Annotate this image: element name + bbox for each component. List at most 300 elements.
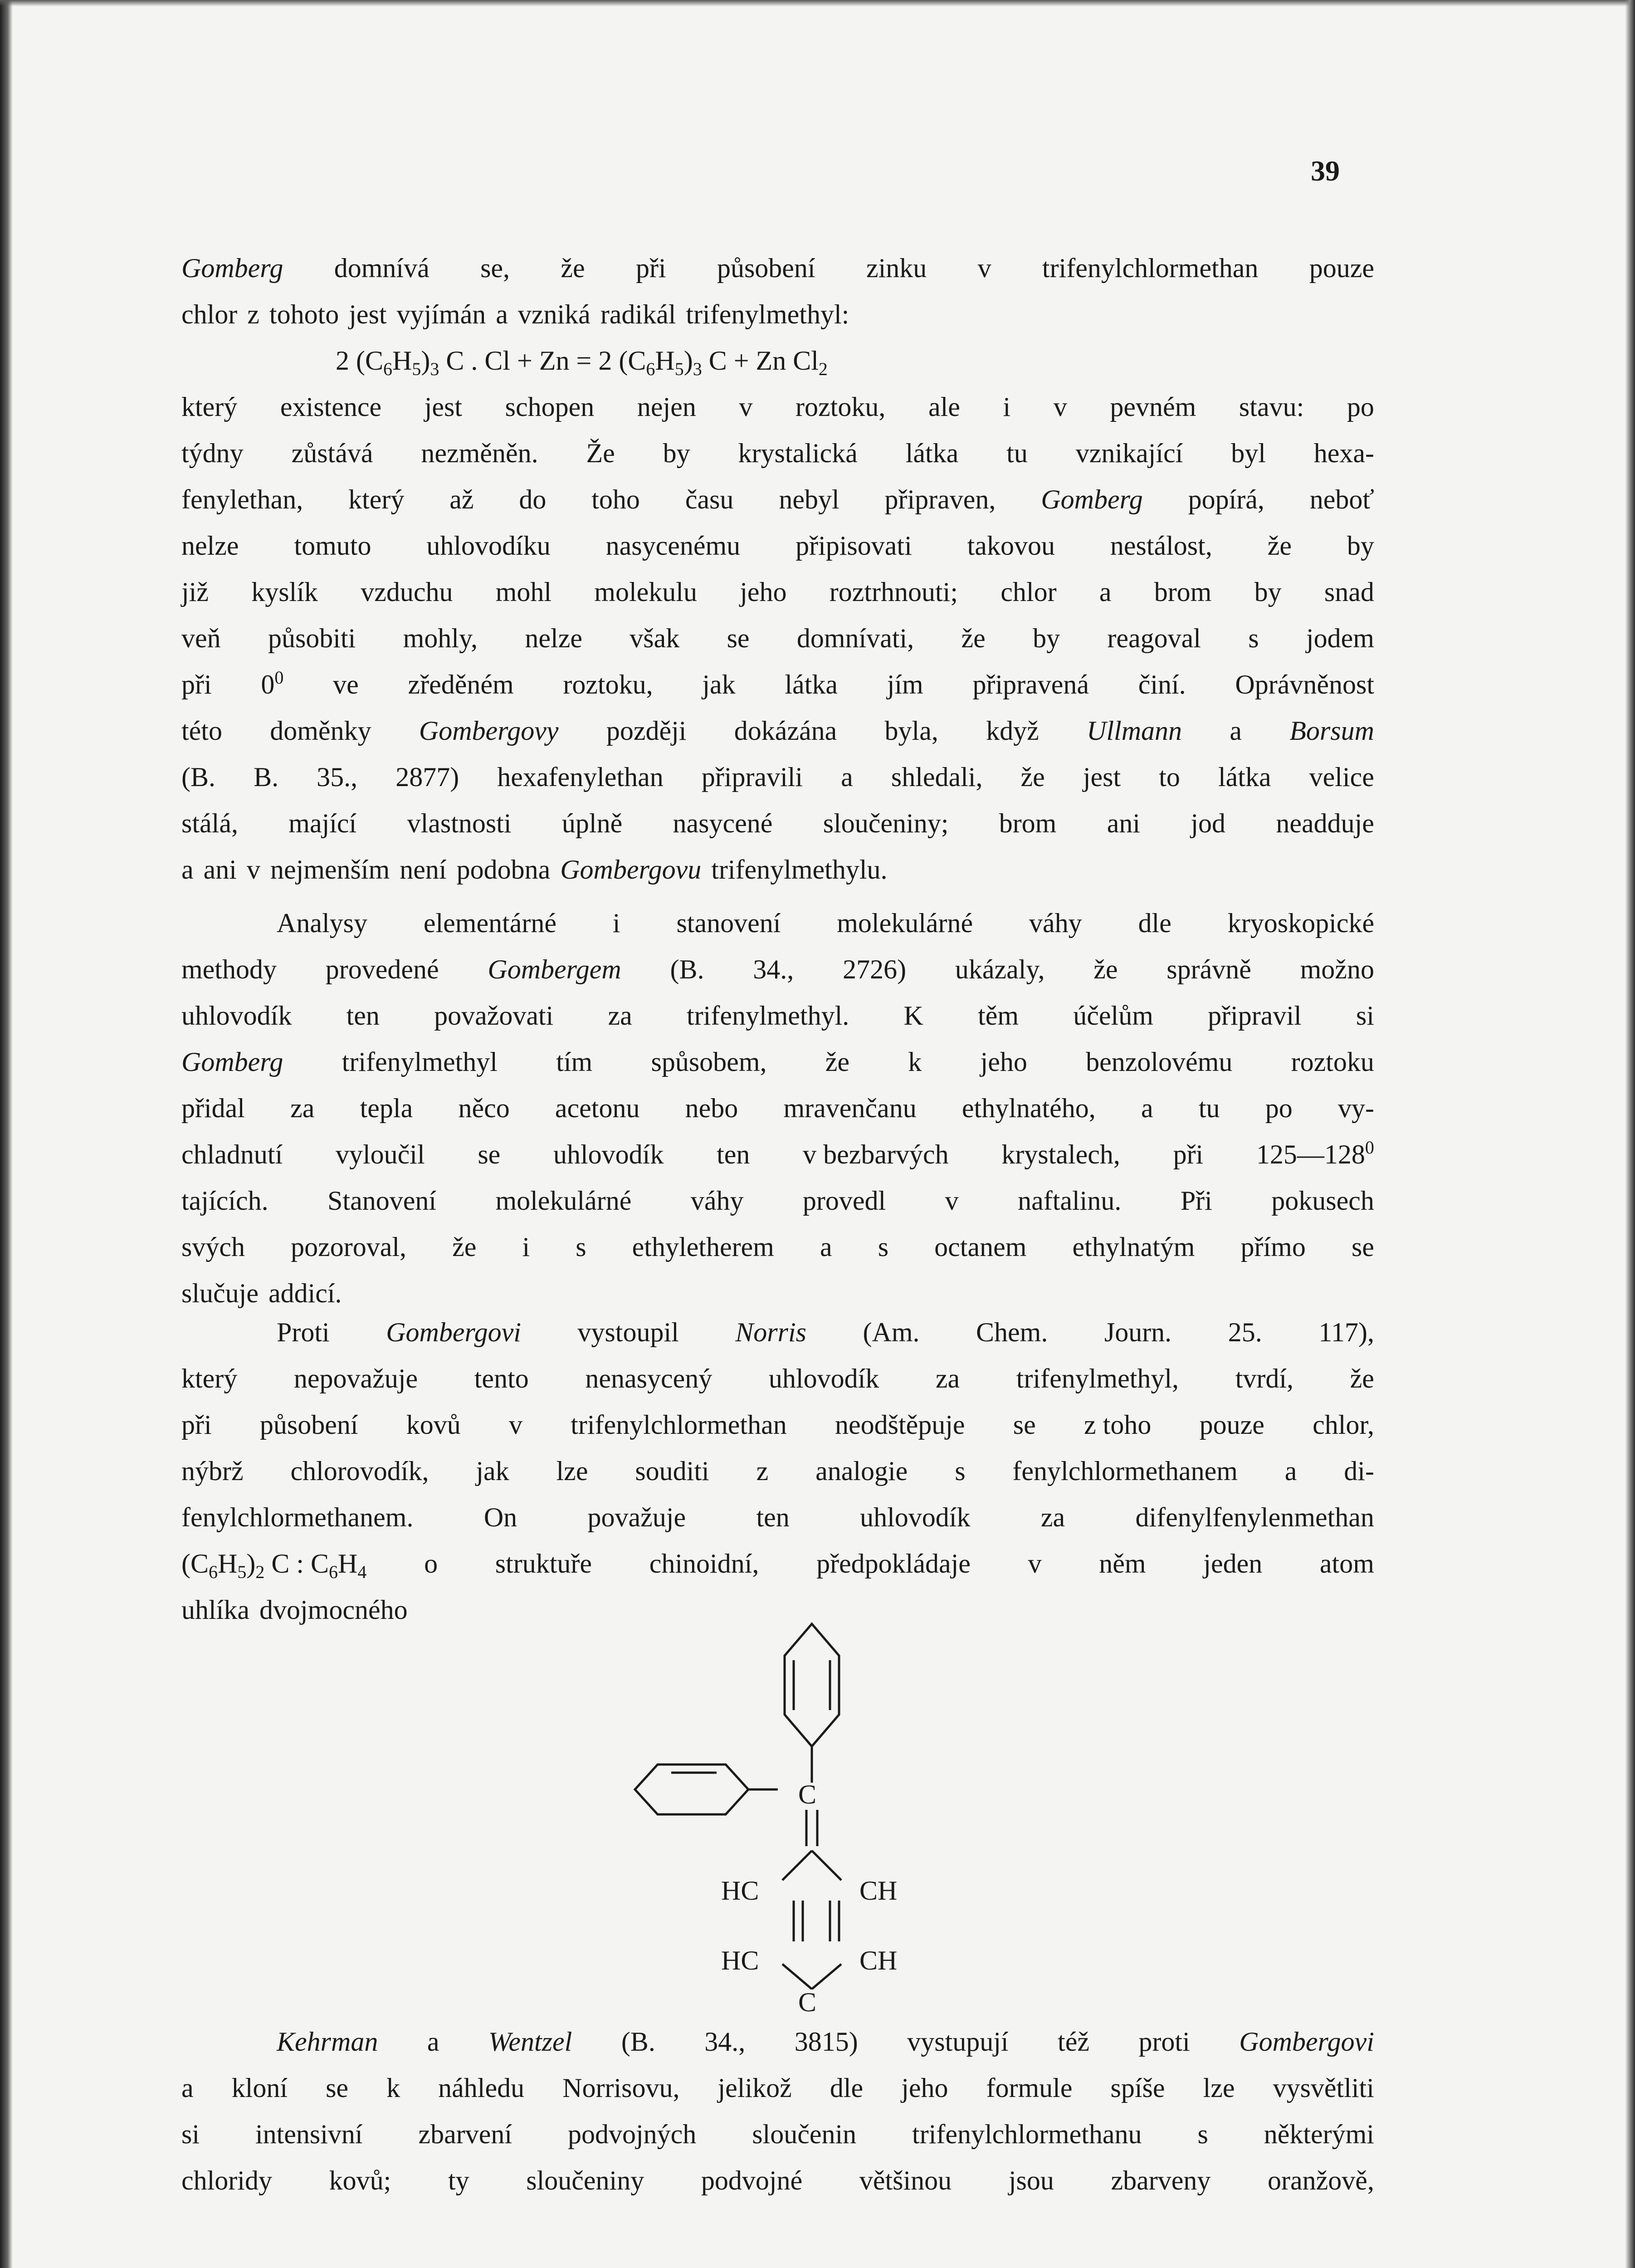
text-fragment: jeden (1203, 1549, 1263, 1579)
text-fragment: se (478, 1139, 501, 1169)
text-fragment: jeho (980, 1047, 1027, 1077)
text-fragment: po (1347, 392, 1374, 422)
text-fragment: i (1003, 392, 1011, 422)
text-fragment: k (908, 1047, 922, 1077)
text-fragment: nelze (181, 531, 239, 561)
text-fragment: jod (1191, 808, 1225, 838)
text-fragment: že (961, 623, 986, 653)
author-name: Gombergovu (560, 855, 702, 885)
text-fragment: chlor, (1313, 1410, 1374, 1440)
text-fragment: za (290, 1093, 315, 1123)
text-fragment: neodštěpuje (835, 1410, 965, 1440)
text-fragment: vysvětliti (1273, 2073, 1374, 2103)
text-fragment: 0 (261, 670, 275, 699)
word: jest (349, 299, 387, 329)
text-fragment: trifenylchlormethan (571, 1410, 787, 1440)
text-fragment: by (1347, 531, 1374, 561)
text-fragment: sloučeniny; (823, 808, 949, 838)
text-fragment: roztrhnouti; (829, 577, 958, 607)
text-fragment: jak (702, 670, 736, 699)
text-fragment: methody (181, 954, 277, 984)
page-edge-left (0, 0, 13, 2268)
text-fragment: Při (1180, 1186, 1212, 1216)
text-fragment: Journ. (1104, 1317, 1172, 1347)
text-fragment: jím (887, 670, 923, 699)
author-name: Norris (735, 1317, 807, 1347)
text-fragment: a (1284, 1456, 1297, 1486)
text-line (181, 708, 1374, 754)
text-fragment: ) (421, 346, 430, 376)
text-fragment: hexa- (1313, 438, 1374, 468)
text-fragment: uhlovodík (768, 1364, 879, 1393)
text-fragment: není (400, 855, 447, 885)
text-fragment: Že (586, 438, 615, 468)
text-fragment: H (338, 1549, 358, 1579)
author-name: Gomberg (181, 253, 283, 283)
text-line (181, 1402, 1374, 1448)
text-fragment: nebo (685, 1093, 738, 1123)
text-fragment: něco (458, 1093, 510, 1123)
text-fragment: ani (203, 855, 237, 885)
text-fragment: tu (1198, 1093, 1220, 1123)
text-fragment: kloní (231, 2073, 288, 2103)
text-fragment: Norrisovu, (562, 2073, 680, 2103)
text-fragment: úplně (561, 808, 623, 838)
text-fragment: 125—128 (1256, 1139, 1365, 1169)
text-fragment: H (392, 346, 412, 376)
text-fragment: v bezbarvých (803, 1139, 949, 1169)
text-fragment: s (1248, 623, 1259, 653)
text-fragment: jest (1083, 762, 1121, 792)
text-fragment: ale (928, 392, 960, 422)
ch-label-upper: CH (859, 1876, 898, 1906)
text-fragment: jak (476, 1456, 509, 1486)
text-fragment: 3 (693, 359, 702, 379)
text-fragment: to (1159, 762, 1180, 792)
text-fragment: který (181, 392, 238, 422)
text-fragment: náhledu (438, 2073, 525, 2103)
hc-label-lower: HC (721, 1945, 759, 1975)
text-fragment: 0 (274, 667, 284, 688)
author-name: Wentzel (488, 2027, 572, 2057)
text-fragment: vlastnosti (407, 808, 512, 838)
text-fragment: mohl (495, 577, 552, 607)
text-fragment: dle (830, 2073, 864, 2103)
text-fragment: sloučeniny (526, 2165, 644, 2195)
text-fragment: chinoidní, (649, 1549, 759, 1579)
text-line (181, 846, 1374, 893)
text-fragment: v (1053, 392, 1067, 422)
text-fragment: stanovení (676, 908, 781, 938)
text-fragment: 117), (1318, 1317, 1374, 1347)
text-fragment: 6 (209, 1562, 218, 1582)
page-edge-top (0, 0, 1635, 6)
text-fragment: trifenylmethyl, (1016, 1364, 1179, 1393)
text-fragment: v (1028, 1549, 1042, 1579)
text-fragment: za (935, 1364, 960, 1393)
text-fragment: lze (1203, 2073, 1235, 2103)
text-fragment: shledali, (891, 762, 983, 792)
text-fragment: velice (1309, 762, 1374, 792)
text-fragment: intensivní (255, 2119, 363, 2149)
page-number: 39 (1311, 155, 1340, 187)
text-fragment: podvojných (567, 2119, 697, 2149)
text-fragment: (C (181, 1549, 209, 1579)
text-line (181, 2019, 1374, 2065)
text-line (181, 1494, 1374, 1540)
text-fragment: C : C (264, 1549, 329, 1579)
text-fragment: 6 (646, 359, 655, 379)
text-fragment: uhlovodíku (426, 531, 551, 561)
text-fragment: 6 (383, 359, 392, 379)
text-fragment: mohly, (403, 623, 478, 653)
text-fragment: Analysy (277, 908, 367, 938)
word: působení (717, 253, 815, 283)
text-line (181, 1448, 1374, 1494)
text-fragment: kryoskopické (1227, 908, 1374, 938)
text-fragment: provedené (325, 954, 439, 984)
text-fragment: krystalická (738, 438, 858, 468)
text-fragment: slučuje (181, 1278, 259, 1308)
text-fragment: účelům (1073, 1001, 1153, 1031)
text-fragment: tajících. (181, 1186, 268, 1216)
text-line (181, 1131, 1374, 1178)
text-fragment: a (181, 855, 194, 885)
text-line (181, 2065, 1374, 2111)
text-fragment: 35., (317, 762, 358, 792)
text-fragment: dle (1138, 908, 1171, 938)
text-fragment: reagoval (1107, 623, 1201, 653)
text-fragment: mravenčanu (783, 1093, 917, 1123)
text-fragment: považovati (434, 1001, 554, 1031)
text-fragment: působiti (268, 623, 356, 653)
text-fragment: možno (1300, 954, 1374, 984)
text-fragment: některými (1264, 2119, 1374, 2149)
text-fragment: (B. (181, 762, 215, 792)
text-fragment: podvojné (701, 2165, 803, 2195)
text-fragment: H (655, 346, 675, 376)
text-fragment: s (576, 1232, 586, 1262)
text-line (181, 615, 1374, 661)
text-fragment: 2 (C (336, 346, 383, 376)
text-fragment: tu (1006, 438, 1028, 468)
text-fragment: nezměněn. (421, 438, 538, 468)
text-fragment: uhlovodík (553, 1139, 664, 1169)
text-fragment: 5 (674, 359, 684, 379)
author-name: Gombergovi (1239, 2027, 1374, 2057)
text-fragment: látka (785, 670, 838, 699)
text-fragment: elementárné (423, 908, 557, 938)
text-fragment: považuje (587, 1502, 686, 1532)
word: v (977, 253, 991, 283)
text-fragment: že (452, 1232, 477, 1262)
text-fragment: takovou (967, 531, 1055, 561)
text-fragment: jest (424, 392, 463, 422)
paragraph-2 (181, 900, 1374, 1316)
text-fragment: činí. (1138, 670, 1186, 699)
word: trifenylmethyl: (686, 299, 849, 329)
text-fragment: který (348, 484, 405, 514)
word: domnívá (334, 253, 429, 283)
text-fragment: že (1093, 954, 1118, 984)
text-line (181, 1039, 1374, 1085)
paragraph-4 (181, 2019, 1374, 2204)
text-fragment: addicí. (268, 1278, 342, 1308)
text-fragment: existence (280, 392, 382, 422)
text-fragment: však (630, 623, 680, 653)
text-fragment: stavu: (1239, 392, 1304, 422)
text-fragment: trifenylmethyl (342, 1047, 498, 1077)
word: se, (480, 253, 510, 283)
text-fragment: s (955, 1456, 966, 1486)
text-fragment: si (181, 2119, 200, 2149)
text-fragment: a (820, 1232, 832, 1262)
text-fragment: za (608, 1001, 632, 1031)
carbon-label-bottom: C (798, 1987, 817, 2017)
text-line (181, 476, 1374, 523)
text-line (181, 430, 1374, 476)
text-fragment: kovů (406, 1410, 461, 1440)
text-line (181, 384, 1374, 430)
text-fragment: správně (1166, 954, 1251, 984)
text-fragment: a (181, 2073, 194, 2103)
text-fragment: připravená (972, 670, 1089, 699)
text-fragment: nenasycený (585, 1364, 713, 1393)
text-fragment: 2726) (843, 954, 907, 984)
text-fragment: ten (756, 1502, 790, 1532)
text-fragment: On (483, 1502, 517, 1532)
text-fragment: atom (1319, 1549, 1374, 1579)
text-fragment: hexafenylethan (497, 762, 664, 792)
text-fragment: až (449, 484, 474, 514)
text-fragment: který (181, 1364, 238, 1393)
word: chlor (181, 299, 238, 329)
text-fragment: týdny (181, 438, 244, 468)
word: pouze (1309, 253, 1374, 283)
text-fragment: Chem. (976, 1317, 1048, 1347)
author-name: Gombergovy (419, 716, 559, 746)
text-fragment: nejmenším (270, 855, 390, 885)
text-fragment: času (685, 484, 734, 514)
text-fragment: vystoupil (577, 1317, 679, 1347)
text-fragment: tomuto (294, 531, 371, 561)
word: že (561, 253, 585, 283)
text-fragment: většinou (859, 2165, 952, 2195)
text-fragment: po (1265, 1093, 1293, 1123)
text-fragment: 4 (357, 1562, 367, 1582)
text-fragment: připravil (1208, 1001, 1302, 1031)
text-fragment: B. (254, 762, 279, 792)
text-line (181, 1309, 1374, 1355)
text-fragment: tvrdí, (1235, 1364, 1294, 1393)
carbon-label-top: C (798, 1779, 817, 1809)
text-fragment: ve (333, 670, 359, 699)
text-fragment: vyloučil (335, 1139, 425, 1169)
text-fragment: a (427, 2027, 439, 2057)
text-fragment: v (945, 1186, 959, 1216)
text-fragment: molekulárné (495, 1186, 632, 1216)
text-line (181, 1085, 1374, 1131)
text-fragment: 34., (704, 2027, 746, 2057)
hc-label-upper: HC (721, 1876, 759, 1906)
text-fragment: kyslík (251, 577, 318, 607)
text-fragment: ethylnatým (1072, 1232, 1195, 1262)
text-fragment: neboť (1309, 484, 1374, 514)
text-fragment: se (326, 2073, 349, 2103)
text-fragment: dvojmocného (259, 1595, 408, 1625)
text-fragment: byl (1231, 438, 1266, 468)
text-fragment: a (1099, 577, 1112, 607)
text-fragment: lze (556, 1456, 588, 1486)
text-fragment: v (509, 1410, 523, 1440)
text-fragment: zbarvení (418, 2119, 512, 2149)
text-fragment: ten (717, 1139, 750, 1169)
text-fragment: později (606, 716, 687, 746)
text-fragment: trifenylchlormethanu (912, 2119, 1142, 2149)
text-fragment: nasycenému (605, 531, 741, 561)
text-fragment: se (1013, 1410, 1036, 1440)
author-name: Gomberg (1041, 484, 1143, 514)
text-fragment: 2 (255, 1562, 265, 1582)
author-name: Ullmann (1087, 716, 1182, 746)
text-fragment: se (727, 623, 750, 653)
text-fragment: ty (448, 2165, 469, 2195)
text-fragment: jelikož (717, 2073, 792, 2103)
text-fragment: kovů; (329, 2165, 391, 2195)
text-fragment: váhy (690, 1186, 744, 1216)
text-fragment: roztoku, (796, 392, 886, 422)
text-fragment: difenylfenylenmethan (1135, 1502, 1374, 1532)
author-name: Kehrman (277, 2027, 378, 2057)
text-fragment: dokázána (734, 716, 837, 746)
text-fragment: připravili (701, 762, 803, 792)
text-fragment: 5 (237, 1562, 247, 1582)
text-fragment: molekulárné (837, 908, 973, 938)
text-fragment: podobna (456, 855, 551, 885)
text-fragment: toho (591, 484, 640, 514)
text-line (181, 1355, 1374, 1402)
text-fragment: že (1020, 762, 1045, 792)
text-fragment: že (825, 1047, 850, 1077)
text-fragment: di- (1344, 1456, 1374, 1486)
text-fragment: 2877) (395, 762, 459, 792)
text-fragment: z toho (1084, 1410, 1152, 1440)
text-fragment: ethyletherem (632, 1232, 774, 1262)
text-fragment: působení (259, 1410, 358, 1440)
text-fragment: v (739, 392, 753, 422)
text-fragment: by (1254, 577, 1282, 607)
text-line (181, 946, 1374, 992)
text-fragment: doměnky (270, 716, 371, 746)
text-fragment: naftalinu. (1018, 1186, 1122, 1216)
text-fragment: chlor (1001, 577, 1057, 607)
text-fragment: sloučenin (752, 2119, 857, 2149)
text-fragment: analogie (815, 1456, 908, 1486)
word: zinku (866, 253, 927, 283)
text-fragment: spůsobem, (651, 1047, 767, 1077)
word: radikál (600, 299, 676, 329)
text-fragment: s (1197, 2119, 1208, 2149)
text-fragment: byla, (884, 716, 938, 746)
text-fragment: fenylchlormethanem. (181, 1502, 414, 1532)
text-fragment: neadduje (1276, 808, 1374, 838)
text-fragment: zředěném (408, 670, 514, 699)
text-fragment: o (424, 1549, 438, 1579)
text-fragment: při (1173, 1139, 1204, 1169)
word: z (247, 299, 259, 329)
text-fragment: této (181, 716, 222, 746)
page-edge-right (1625, 0, 1635, 2268)
text-fragment: vznikající (1075, 438, 1183, 468)
text-fragment: v (246, 855, 260, 885)
author-name: Gombergem (488, 954, 621, 984)
text-fragment: když (986, 716, 1039, 746)
text-line (181, 2111, 1374, 2157)
text-fragment: že (1350, 1364, 1374, 1393)
text-fragment: 3 (430, 359, 439, 379)
text-fragment: H (218, 1549, 238, 1579)
text-fragment: chlorovodík, (290, 1456, 429, 1486)
paragraph-3 (181, 1309, 1374, 1633)
text-fragment: C . Cl + Zn = 2 (C (439, 346, 646, 376)
text-fragment: z (756, 1456, 769, 1486)
text-fragment: nýbrž (181, 1456, 244, 1486)
text-fragment: pouze (1199, 1410, 1264, 1440)
text-fragment: tím (556, 1047, 593, 1077)
text-fragment: ten (346, 1001, 380, 1031)
text-fragment: provedl (802, 1186, 886, 1216)
text-line (181, 992, 1374, 1039)
text-fragment: molekulu (594, 577, 697, 607)
text-fragment: přímo (1240, 1232, 1306, 1262)
text-fragment: těm (978, 1001, 1019, 1031)
text-fragment: že (1267, 531, 1292, 561)
text-fragment: formule (986, 2073, 1073, 2103)
text-fragment: krystalech, (1001, 1139, 1120, 1169)
text-fragment: zůstává (291, 438, 373, 468)
text-fragment: 6 (329, 1562, 338, 1582)
text-fragment: 2 (818, 359, 828, 379)
text-line (181, 291, 1374, 337)
word: při (635, 253, 666, 283)
text-fragment: trifenylmethyl. (687, 1001, 849, 1031)
structural-formula (626, 1615, 943, 2017)
text-fragment: popírá, (1188, 484, 1264, 514)
text-fragment: Oprávněnost (1235, 670, 1374, 699)
text-fragment: spíše (1110, 2073, 1165, 2103)
paragraph-1 (181, 245, 1374, 893)
author-name: Gombergovi (386, 1317, 521, 1347)
text-fragment: svých (181, 1232, 245, 1262)
text-fragment: jodem (1306, 623, 1374, 653)
text-fragment: 34., (753, 954, 794, 984)
text-fragment: ani (1107, 808, 1140, 838)
text-fragment: pevném (1110, 392, 1196, 422)
text-fragment: nejen (637, 392, 696, 422)
text-fragment: za (1040, 1502, 1065, 1532)
text-fragment: tento (474, 1364, 529, 1393)
text-line (181, 900, 1374, 946)
text-fragment: veň (181, 623, 221, 653)
text-fragment: vzduchu (361, 577, 453, 607)
text-fragment: trifenylmethylu. (711, 855, 888, 885)
text-fragment: a (1141, 1093, 1153, 1123)
text-fragment: s (878, 1232, 889, 1262)
text-fragment: uhlíka (181, 1595, 249, 1625)
text-fragment: ) (246, 1549, 256, 1579)
text-fragment: váhy (1029, 908, 1082, 938)
text-fragment: proti (1138, 2027, 1190, 2057)
